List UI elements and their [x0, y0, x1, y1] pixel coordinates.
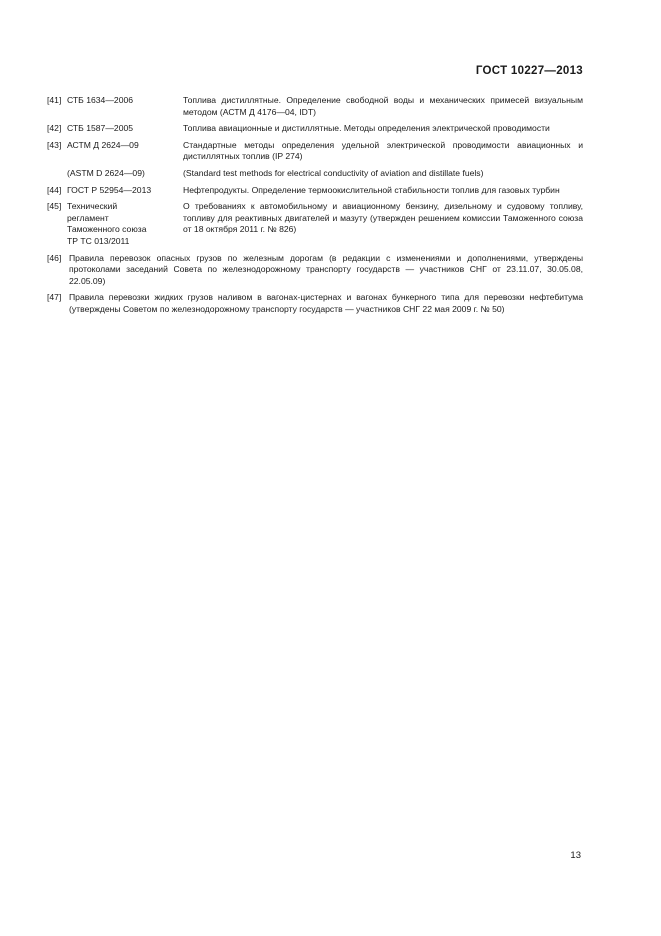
reference-title: Нефтепродукты. Определение термоокислительной стабильности топлив для газовых турбин [183, 184, 560, 195]
reference-entry [47, 123, 583, 135]
reference-title: (Standard test methods for electrical conductivity of aviation and distillate fuels) [183, 167, 484, 178]
reference-number: [43] [47, 139, 62, 150]
reference-title: Топлива дистиллятные. Определение свободной воды и механических примесей визуальным методом (АСТМ Д 4176—04, IDT) [183, 95, 583, 117]
reference-entry [47, 168, 583, 180]
reference-entry [47, 201, 583, 247]
reference-number: [47] [47, 292, 62, 303]
reference-number: [41] [47, 95, 62, 105]
reference-number: [42] [47, 123, 62, 134]
reference-code: (ASTM D 2624—09) [67, 167, 145, 178]
reference-entry [47, 95, 583, 118]
page-number: 13 [570, 850, 581, 861]
reference-entry [47, 140, 583, 163]
reference-code: СТБ 1634—2006 [67, 95, 134, 105]
reference-number: [46] [47, 252, 62, 263]
reference-number: [45] [47, 201, 62, 212]
reference-title: Стандартные методы определения удельной электрической проводимости авиационных и дистиллятных топлив (IP 274) [183, 139, 583, 162]
reference-title: О требованиях к автомобильному и авиационному бензину, дизельному и судовому топливу, топливу для реактивных двигателей и мазуту (утвержден решением комиссии Таможенного союза от 18 октября 2011 г. № 826) [183, 201, 583, 235]
reference-number: [44] [47, 184, 62, 195]
reference-entry-full [47, 253, 583, 288]
reference-code: СТБ 1587—2005 [67, 123, 134, 134]
reference-entry [47, 185, 583, 197]
reference-code-line: регламент [67, 212, 109, 223]
document-header: ГОСТ 10227—2013 [475, 65, 583, 77]
reference-entry-full [47, 292, 583, 315]
bibliography-list [47, 95, 583, 321]
reference-code: ГОСТ Р 52954—2013 [67, 184, 152, 195]
reference-code-line: Таможенного союза [67, 224, 147, 235]
reference-code: АСТМ Д 2624—09 [67, 139, 139, 150]
reference-title: Правила перевозки жидких грузов наливом в вагонах-цистернах и вагонах бункерного типа для перевозки нефтебитума (утверждены Советом по железнодорожному транспорту государств — участников СНГ 22 мая 2009 г. № 50) [69, 292, 583, 314]
reference-title: Правила перевозок опасных грузов по железным дорогам (в редакции с изменениями и дополнениями, утверждены протоколами заседаний Совета по железнодорожному транспорту государств — участников СНГ от 23.11.07, 30.05.08, 22.05.09) [69, 252, 583, 286]
reference-title: Топлива авиационные и дистиллятные. Методы определения электрической проводимости [183, 123, 550, 134]
reference-code-line: Технический [67, 201, 118, 212]
reference-code-line: ТР ТС 013/2011 [67, 235, 130, 246]
